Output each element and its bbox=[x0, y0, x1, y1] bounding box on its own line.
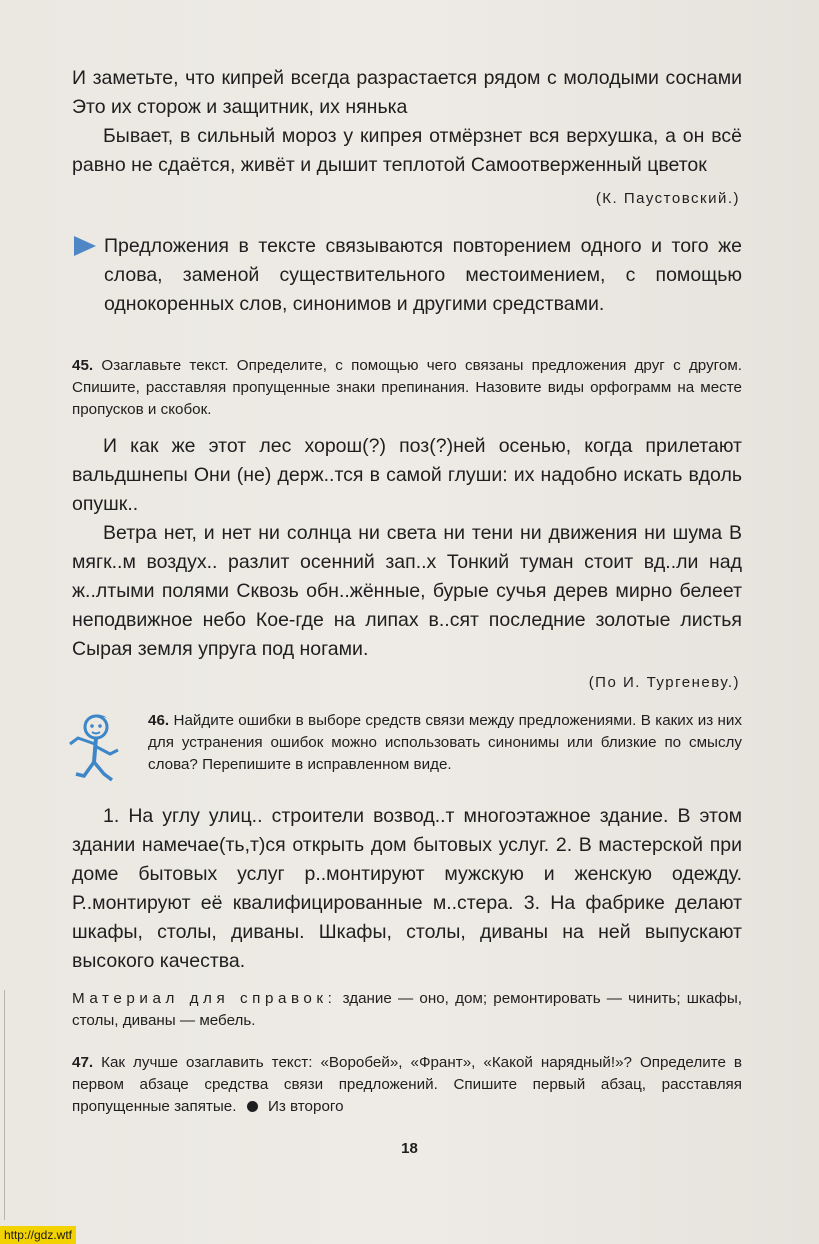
exercise-47-instruction-tail: Из второго bbox=[267, 1098, 344, 1115]
exercise-45-author: (По И. Тургеневу.) bbox=[588, 674, 740, 691]
exercise-46-number: 46. bbox=[148, 712, 170, 729]
rule-text: Предложения в тексте связываются повторением одного и того же слова, заменой существительного местоимением, с помощью однокоренных слов, синонимов и другими средствами. bbox=[104, 235, 742, 315]
reference-material bbox=[72, 988, 742, 1032]
exercise-45-number: 45. bbox=[72, 357, 94, 374]
reference-label: Материал для справок: bbox=[72, 990, 337, 1007]
mascot-boy-icon bbox=[62, 710, 126, 790]
exercise-46-text: 1. На углу улиц.. строители возвод..т многоэтажное здание. В этом здании намечае(ть,т)ся открыть дом бытовых услуг. 2. В мастерской при доме бытовых услуг р..монтируют мужскую и женскую одежду. Р..монтируют её квалифицированные м..стера. 3. На фабрике делают шкафы, столы, диваны. Шкафы, столы, диваны на ней выпускают высокого качества. bbox=[72, 805, 742, 972]
page-edge-line bbox=[4, 990, 5, 1220]
exercise-45-paragraph-2: Ветра нет, и нет ни солнца ни света ни тени ни движения ни шума В мягк..м воздух.. разлит осенний зап..х Тонкий туман стоит вд..ли над ж..лтыми полями Сквозь обн..жённые, бурые сучья дерев мирно белеет неподвижное небо Кое-где на липах в..сят последние золотые листья Сырая земля упруга под ногами. bbox=[72, 522, 742, 660]
page-content bbox=[72, 64, 742, 1118]
watermark-link[interactable]: http://gdz.wtf bbox=[0, 1226, 76, 1244]
exercise-45-instruction: Озаглавьте текст. Определите, с помощью чего связаны предложения друг с другом. Спишите, расставляя пропущенные знаки препинания. Назовите виды орфограмм на месте пропусков и скобок. bbox=[72, 357, 742, 418]
rule-block bbox=[72, 232, 742, 319]
exercise-47-number: 47. bbox=[72, 1054, 94, 1071]
top-author: (К. Паустовский.) bbox=[595, 190, 740, 207]
exercise-46-header bbox=[72, 710, 742, 790]
top-paragraph-2: Бывает, в сильный мороз у кипрея отмёрзнет вся верхушка, а он всё равно не сдаётся, живёт и дышит теплотой Самоотверженный цветок bbox=[72, 125, 742, 176]
page-number: 18 bbox=[401, 1140, 418, 1157]
bullet-dot-icon bbox=[247, 1101, 258, 1112]
exercise-47-instruction: Как лучше озаглавить текст: «Воробей», «Франт», «Какой нарядный!»? Определите в первом абзаце средства связи предложений. Спишите первый абзац, расставляя пропущенные запятые. bbox=[72, 1054, 742, 1115]
exercise-45-task bbox=[72, 355, 742, 421]
exercise-46-instruction: Найдите ошибки в выборе средств связи между предложениями. В каких из них для устранения ошибок можно использовать синонимы или близкие по смыслу слова? Перепишите в исправленном виде. bbox=[148, 712, 742, 773]
triangle-marker-icon bbox=[74, 236, 96, 256]
exercise-46-task bbox=[148, 710, 742, 790]
reference-text: здание — оно, дом; ремонтировать — чинить; шкафы, столы, диваны — мебель. bbox=[72, 990, 742, 1029]
exercise-45-paragraph-1: И как же этот лес хорош(?) поз(?)ней осенью, когда прилетают вальдшнепы Они (не) держ..тся в самой глуши: их надобно искать вдоль опушк.. bbox=[72, 435, 742, 515]
top-paragraph-1: И заметьте, что кипрей всегда разрастается рядом с молодыми соснами Это их сторож и защитник, их нянька bbox=[72, 67, 742, 118]
exercise-47-task bbox=[72, 1052, 742, 1118]
